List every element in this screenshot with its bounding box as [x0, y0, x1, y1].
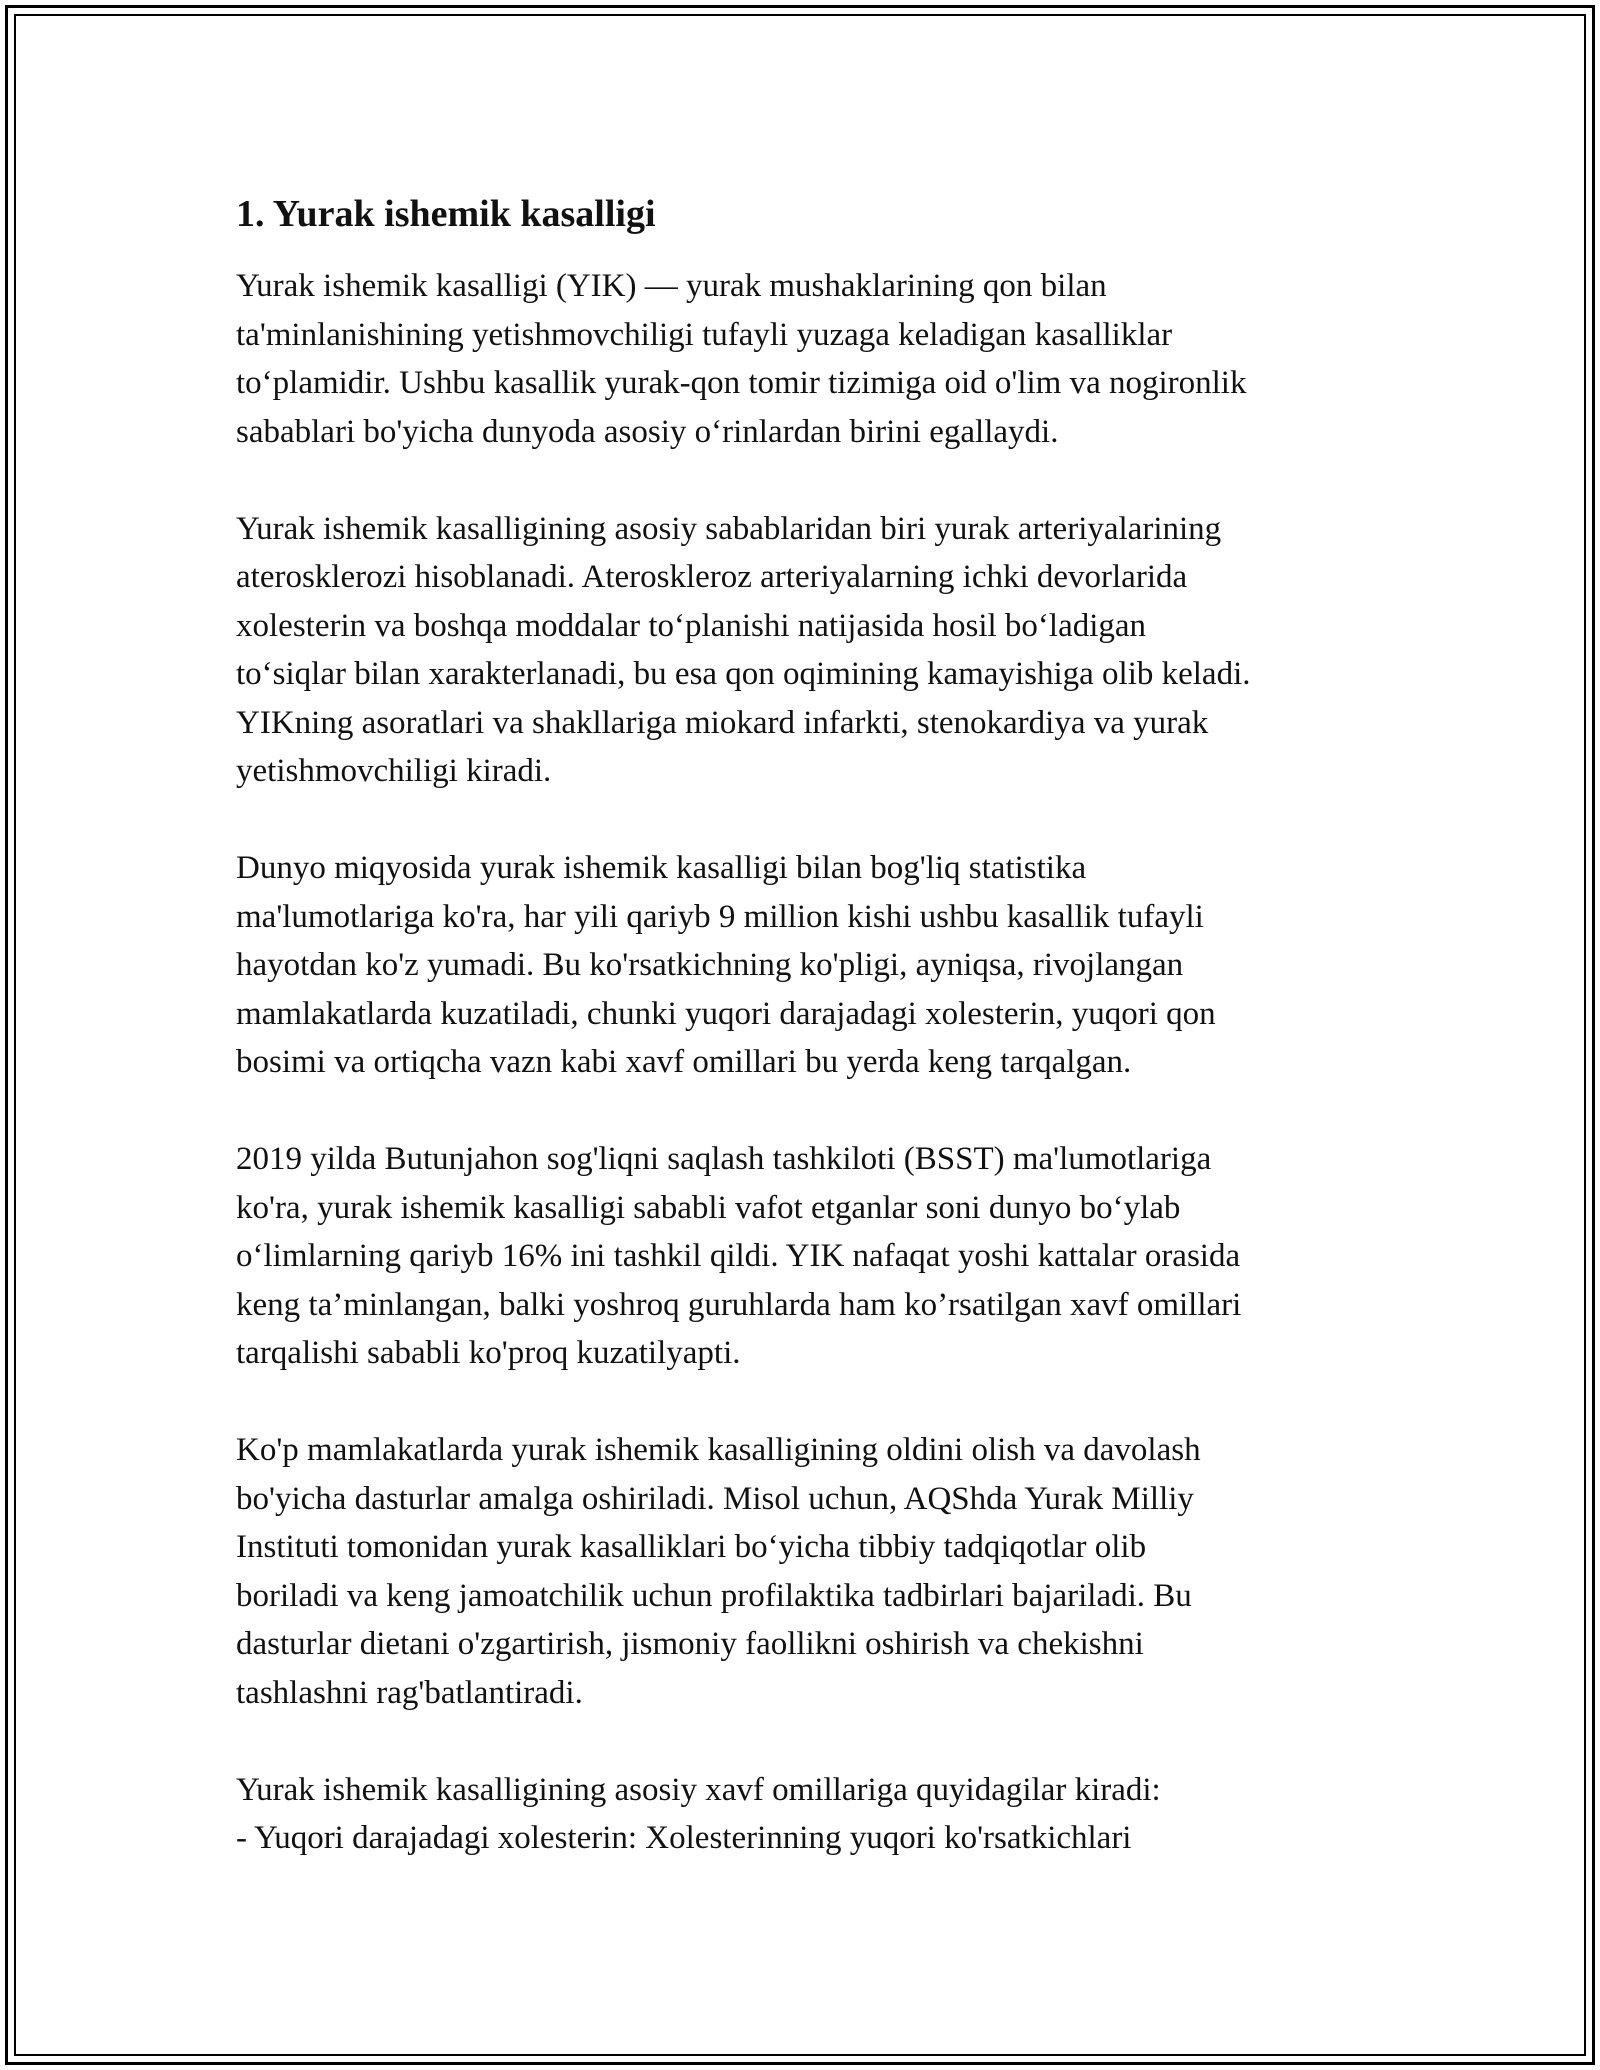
text-line: sabablari bo'yicha dunyoda asosiy o‘rinlardan birini egallaydi.: [236, 413, 1059, 450]
text-line: Yurak ishemik kasalligi (YIK) — yurak mushaklarining qon bilan: [236, 268, 1107, 304]
list-item: - Yuqori darajadagi xolesterin: Xolesterinning yuqori ko'rsatkichlari: [236, 1820, 1132, 1856]
text-line: yetishmovchiligi kiradi.: [236, 753, 552, 789]
text-line: o‘limlarning qariyb 16% ini tashkil qildi. YIK nafaqat yoshi kattalar orasida: [236, 1238, 1241, 1274]
text-line: dasturlar dietani o'zgartirish, jismoniy faollikni oshirish va chekishni: [236, 1626, 1144, 1662]
text-line: tarqalishi sababli ko'proq kuzatilyapti.: [236, 1335, 741, 1371]
text-line: xolesterin va boshqa moddalar to‘planishi natijasida hosil bo‘ladigan: [236, 607, 1147, 644]
text-line: bo'yicha dasturlar amalga oshiriladi. Misol uchun, AQShda Yurak Milliy: [236, 1480, 1194, 1517]
text-line: YIKning asoratlari va shakllariga miokard infarkti, stenokardiya va yurak: [236, 704, 1209, 741]
text-line: 2019 yilda Butunjahon sog'liqni saqlash tashkiloti (BSST) ma'lumotlariga: [236, 1141, 1212, 1177]
text-line: aterosklerozi hisoblanadi. Ateroskleroz arteriyalarning ichki devorlarida: [236, 559, 1188, 595]
text-line: Ko'p mamlakatlarda yurak ishemik kasalligining oldini olish va davolash: [236, 1432, 1201, 1468]
text-line: Yurak ishemik kasalligining asosiy sabablaridan biri yurak arteriyalarining: [236, 510, 1222, 547]
text-line: hayotdan ko'z yumadi. Bu ko'rsatkichning ko'pligi, ayniqsa, rivojlangan: [236, 947, 1184, 983]
document-body: [236, 188, 1386, 1863]
text-line: mamlakatlarda kuzatiladi, chunki yuqori darajadagi xolesterin, yuqori qon: [236, 995, 1216, 1032]
text-line: Instituti tomonidan yurak kasalliklari bo‘yicha tibbiy tadqiqotlar olib: [236, 1529, 1147, 1565]
paragraph-definition: [236, 262, 1386, 456]
text-line: to‘siqlar bilan xarakterlanadi, bu esa qon oqimining kamayishiga olib keladi.: [236, 656, 1251, 692]
section-heading: 1. Yurak ishemik kasalligi: [236, 193, 656, 235]
text-line: boriladi va keng jamoatchilik uchun profilaktika tadbirlari bajariladi. Bu: [236, 1577, 1192, 1614]
paragraph-prevention: [236, 1426, 1386, 1717]
paragraph-causes: [236, 505, 1386, 796]
text-line: Yurak ishemik kasalligining asosiy xavf omillariga quyidagilar kiradi:: [236, 1771, 1161, 1808]
text-line: to‘plamidir. Ushbu kasallik yurak-qon tomir tizimiga oid o'lim va nogironlik: [236, 365, 1247, 401]
text-line: tashlashni rag'batlantiradi.: [236, 1674, 583, 1711]
paragraph-who-data: [236, 1135, 1386, 1378]
text-line: ko'ra, yurak ishemik kasalligi sababli vafot etganlar soni dunyo bo‘ylab: [236, 1189, 1181, 1226]
text-line: Dunyo miqyosida yurak ishemik kasalligi bilan bog'liq statistika: [236, 850, 1087, 886]
text-line: ta'minlanishining yetishmovchiligi tufayli yuzaga keladigan kasalliklar: [236, 316, 1173, 353]
paragraph-statistics: [236, 844, 1386, 1087]
paragraph-risk-factors: [236, 1766, 1386, 1863]
text-line: ma'lumotlariga ko'ra, har yili qariyb 9 million kishi ushbu kasallik tufayli: [236, 898, 1204, 935]
text-line: keng ta’minlangan, balki yoshroq guruhlarda ham ko’rsatilgan xavf omillari: [236, 1286, 1242, 1323]
text-line: bosimi va ortiqcha vazn kabi xavf omillari bu yerda keng tarqalgan.: [236, 1044, 1132, 1080]
